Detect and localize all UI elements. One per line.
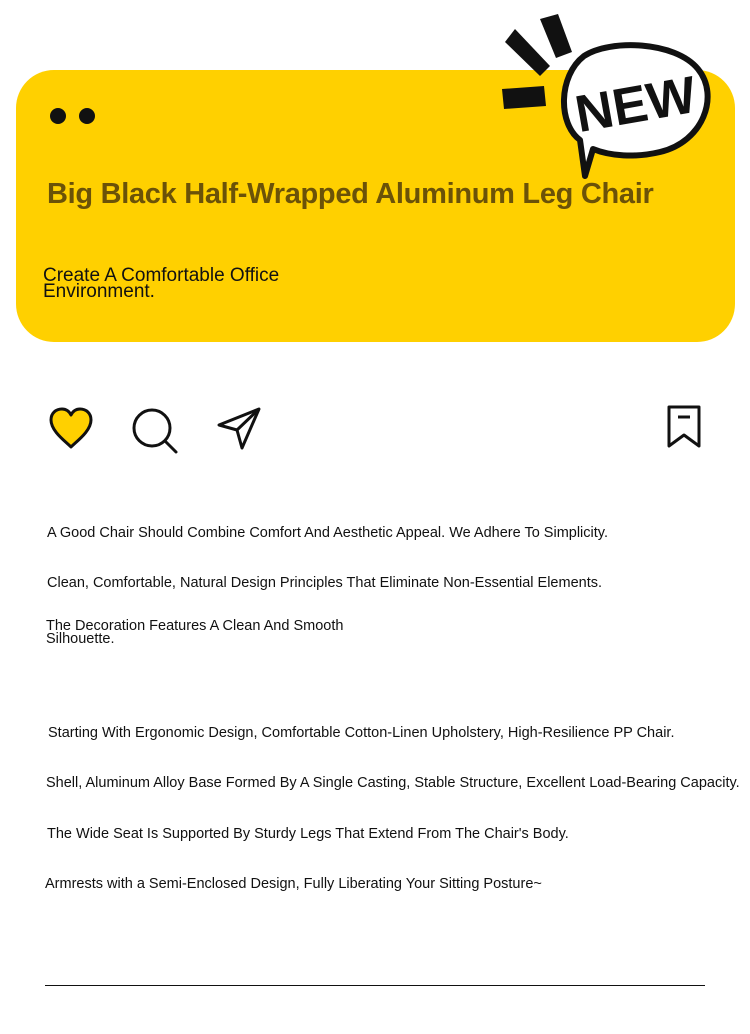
share-button[interactable] bbox=[216, 406, 262, 455]
like-button[interactable] bbox=[48, 406, 94, 455]
bookmark-icon bbox=[666, 405, 702, 449]
page-title: Big Black Half-Wrapped Aluminum Leg Chair bbox=[47, 178, 654, 210]
badge-label: NEW bbox=[571, 65, 701, 145]
search-icon bbox=[131, 407, 179, 455]
search-button[interactable] bbox=[131, 407, 179, 460]
description-line: A Good Chair Should Combine Comfort And Aesthetic Appeal. We Adhere To Simplicity. bbox=[47, 525, 608, 541]
page-subtitle: Create A Comfortable Office Environment. bbox=[43, 265, 280, 302]
bookmark-button[interactable] bbox=[666, 405, 702, 454]
heart-icon bbox=[48, 406, 94, 450]
description-line: The Decoration Features A Clean And Smooth Silhouette. bbox=[46, 618, 344, 647]
description-line: The Wide Seat Is Supported By Sturdy Legs That Extend From The Chair's Body. bbox=[47, 826, 569, 842]
description-line: Shell, Aluminum Alloy Base Formed By A Single Casting, Stable Structure, Excellent Load-Bearing Capacity. bbox=[46, 775, 740, 791]
send-icon bbox=[216, 406, 262, 450]
divider bbox=[45, 985, 705, 986]
description-line: Armrests with a Semi-Enclosed Design, Fully Liberating Your Sitting Posture~ bbox=[45, 876, 542, 892]
description-line: Clean, Comfortable, Natural Design Principles That Eliminate Non-Essential Elements. bbox=[47, 575, 603, 591]
description-line: Starting With Ergonomic Design, Comfortable Cotton-Linen Upholstery, High-Resilience PP Chair. bbox=[48, 725, 675, 741]
new-badge bbox=[500, 14, 715, 184]
indicator-dot bbox=[50, 108, 66, 124]
indicator-dot bbox=[79, 108, 95, 124]
